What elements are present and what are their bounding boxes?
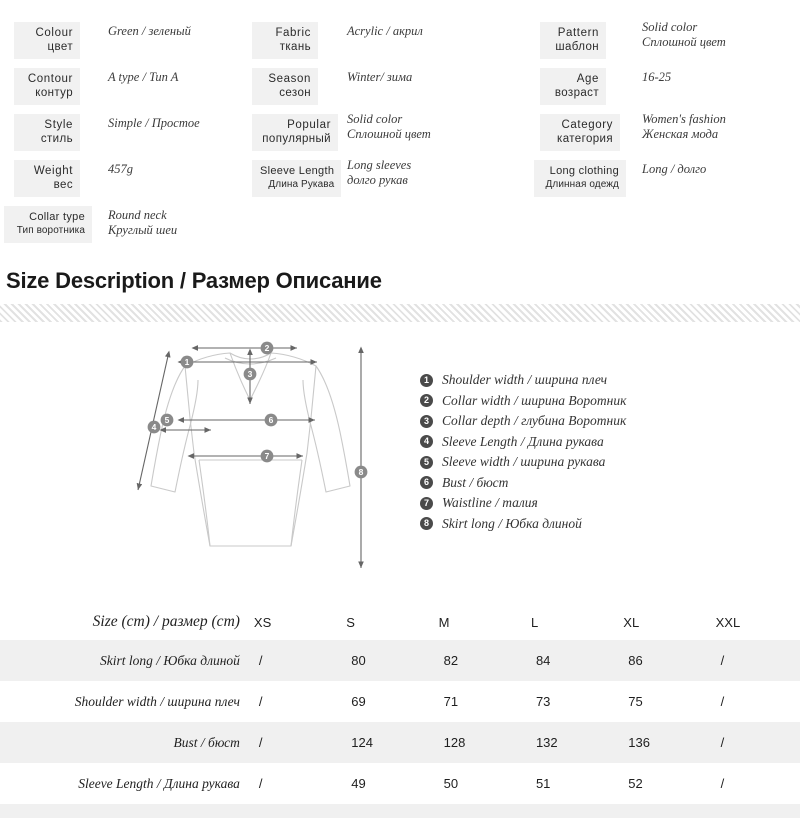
attribute-column-1 xyxy=(0,18,250,248)
attribute-value xyxy=(108,208,177,238)
diagram-marker-6 xyxy=(265,414,278,427)
attribute-value xyxy=(642,162,706,177)
cell-value: 84 xyxy=(535,653,551,668)
attribute-label-ru: шаблон xyxy=(555,41,599,53)
cell-value: 86 xyxy=(628,653,643,668)
attribute-value-line1: Winter/ зима xyxy=(347,70,413,84)
legend-item xyxy=(420,514,750,535)
diagram-marker-3 xyxy=(244,368,257,381)
attribute-row xyxy=(250,110,530,156)
attribute-value-line2: Сплошной цвет xyxy=(347,127,431,141)
attribute-value xyxy=(642,112,726,142)
attribute-label-chip xyxy=(540,22,606,59)
column-header-m: M xyxy=(438,614,450,630)
attribute-value-line1: Women's fashion xyxy=(642,112,726,126)
legend-item xyxy=(420,370,750,391)
legend-label: Waistline / талия xyxy=(442,495,538,511)
legend-item xyxy=(420,452,750,473)
partial-row-cell xyxy=(0,804,800,818)
size-diagram-area xyxy=(0,328,800,600)
attribute-label-chip xyxy=(252,68,318,105)
attribute-label-ru: стиль xyxy=(40,133,73,145)
attribute-label-ru: возраст xyxy=(554,87,599,99)
attribute-value-line1: Green / зеленый xyxy=(108,24,191,38)
hatched-divider xyxy=(0,304,800,322)
legend-item xyxy=(420,473,750,494)
attribute-value xyxy=(642,70,671,85)
cell-value: 52 xyxy=(628,776,643,791)
attribute-label-chip xyxy=(534,160,626,197)
attribute-label-chip xyxy=(540,114,620,151)
attribute-label-ru: ткань xyxy=(279,41,311,53)
attribute-label-chip xyxy=(252,22,318,59)
legend-number-badge: 7 xyxy=(420,497,433,510)
diagram-marker-1 xyxy=(181,356,194,369)
row-label: Bust / бюст xyxy=(173,734,240,750)
attribute-label-en: Popular xyxy=(287,119,331,131)
size-table-title: Size (cm) / размер (cm) xyxy=(92,613,240,630)
attribute-value xyxy=(108,162,133,177)
attribute-value-line1: Simple / Простое xyxy=(108,116,200,130)
cell-value: 50 xyxy=(443,776,459,791)
table-row xyxy=(0,722,800,763)
cell-value: 69 xyxy=(351,694,366,709)
attribute-value xyxy=(108,116,200,131)
attribute-label-chip xyxy=(14,68,80,105)
legend-item xyxy=(420,432,750,453)
attribute-value-line2: долго рукав xyxy=(347,173,408,187)
diagram-marker-4 xyxy=(148,421,161,434)
attribute-value xyxy=(642,20,726,50)
dress-measurement-diagram xyxy=(125,328,415,600)
svg-text:6: 6 xyxy=(268,415,274,425)
legend-number-badge: 6 xyxy=(420,476,433,489)
attribute-row xyxy=(0,18,250,64)
table-row xyxy=(0,640,800,681)
attribute-value-line1: A type / Tun A xyxy=(108,70,179,84)
attribute-label-en: Season xyxy=(268,73,311,85)
attribute-label-ru: Тип воротника xyxy=(16,225,85,236)
legend-item xyxy=(420,411,750,432)
cell-value: 82 xyxy=(443,653,459,668)
attribute-value-line1: Long / долго xyxy=(642,162,707,176)
attribute-label-en: Collar type xyxy=(29,211,85,223)
table-header-row xyxy=(0,604,800,640)
attribute-column-2 xyxy=(250,18,530,202)
size-chart-table xyxy=(0,604,800,818)
attribute-label-ru: Длинная одежд xyxy=(545,179,619,190)
attribute-row xyxy=(530,64,800,110)
attribute-label-ru: популярный xyxy=(262,133,331,145)
attribute-row xyxy=(250,64,530,110)
diagram-marker-7 xyxy=(261,450,274,463)
attribute-value-line1: Solid color xyxy=(347,112,403,126)
attribute-value-line1: 16-25 xyxy=(642,70,672,84)
diagram-marker-2 xyxy=(261,342,274,355)
attribute-label-chip xyxy=(14,160,80,197)
legend-label: Bust / бюст xyxy=(442,474,509,490)
legend-number-badge: 5 xyxy=(420,456,433,469)
attribute-row xyxy=(250,156,530,202)
cell-value: 124 xyxy=(351,735,373,750)
cell-value: 51 xyxy=(535,776,551,791)
svg-text:5: 5 xyxy=(164,415,170,425)
row-label: Sleeve Length / Длина рукава xyxy=(78,775,240,791)
attribute-label-en: Category xyxy=(561,119,613,131)
legend-number-badge: 8 xyxy=(420,517,433,530)
column-header-xxl: XXL xyxy=(715,614,741,630)
svg-text:4: 4 xyxy=(151,422,157,432)
attribute-value xyxy=(108,24,191,39)
attribute-label-ru: Длина Рукава xyxy=(268,179,335,190)
attribute-row xyxy=(0,64,250,110)
cell-value: 75 xyxy=(628,694,643,709)
product-attributes-block xyxy=(0,0,800,252)
cell-value: 80 xyxy=(351,653,366,668)
cell-value: / xyxy=(720,735,725,750)
legend-label: Shoulder width / ширина плеч xyxy=(442,372,608,388)
legend-number-badge: 4 xyxy=(420,435,433,448)
table-row-partial xyxy=(0,804,800,818)
attribute-value-line1: Round neck xyxy=(108,208,167,222)
legend-number-badge: 3 xyxy=(420,415,433,428)
measurement-arrows xyxy=(138,348,361,568)
cell-value: / xyxy=(258,653,263,668)
attribute-row xyxy=(0,202,250,248)
attribute-label-chip xyxy=(14,22,80,59)
attribute-value-line2: Сплошной цвет xyxy=(642,35,726,49)
diagram-marker-8 xyxy=(355,466,368,479)
attribute-label-en: Age xyxy=(576,73,599,85)
attribute-label-en: Colour xyxy=(35,27,73,39)
legend-label: Sleeve Length / Длина рукава xyxy=(442,433,604,449)
attribute-value-line2: Круглый шеи xyxy=(108,223,178,237)
legend-item xyxy=(420,391,750,412)
legend-number-badge: 2 xyxy=(420,394,433,407)
legend-label: Collar depth / глубина Воротник xyxy=(442,413,627,429)
attribute-value xyxy=(108,70,178,85)
legend-label: Sleeve width / ширина рукава xyxy=(442,454,606,470)
attribute-row xyxy=(0,110,250,156)
cell-value: 49 xyxy=(351,776,366,791)
attribute-value xyxy=(347,158,411,188)
attribute-label-chip xyxy=(540,68,606,105)
attribute-row xyxy=(530,110,800,156)
attribute-label-chip xyxy=(252,114,338,151)
svg-text:8: 8 xyxy=(358,467,364,477)
cell-value: / xyxy=(720,694,725,709)
cell-value: 132 xyxy=(535,735,558,750)
attribute-value xyxy=(347,70,412,85)
column-header-xl: XL xyxy=(623,614,640,630)
attribute-value xyxy=(347,24,423,39)
page-title: Size Description / Размер Описание xyxy=(6,268,382,293)
table-row xyxy=(0,681,800,722)
attribute-value-line1: 457g xyxy=(108,162,133,176)
attribute-label-ru: категория xyxy=(557,133,613,145)
attribute-label-en: Style xyxy=(44,119,73,131)
attribute-row xyxy=(0,156,250,202)
legend-item xyxy=(420,493,750,514)
legend-label: Collar width / ширина Воротник xyxy=(442,392,627,408)
cell-value: / xyxy=(258,694,263,709)
attribute-column-3 xyxy=(530,18,800,202)
legend-number-badge: 1 xyxy=(420,374,433,387)
attribute-value-line1: Acrylic / акрил xyxy=(347,24,423,38)
attribute-row xyxy=(530,156,800,202)
measurement-legend xyxy=(420,370,750,534)
table-row xyxy=(0,763,800,804)
cell-value: / xyxy=(258,776,263,791)
svg-text:3: 3 xyxy=(247,369,253,379)
attribute-label-en: Long clothing xyxy=(549,165,619,177)
attribute-label-chip xyxy=(252,160,341,197)
attribute-label-chip xyxy=(4,206,92,243)
cell-value: / xyxy=(720,776,725,791)
attribute-value-line1: Solid color xyxy=(642,20,698,34)
attribute-label-ru: вес xyxy=(53,179,73,191)
attribute-label-en: Pattern xyxy=(557,27,599,39)
column-header-s: S xyxy=(346,614,355,630)
row-label: Skirt long / Юбка длиной xyxy=(100,652,240,668)
attribute-row xyxy=(250,18,530,64)
svg-text:1: 1 xyxy=(184,357,190,367)
attribute-value-line1: Long sleeves xyxy=(347,158,412,172)
cell-value: / xyxy=(258,735,263,750)
cell-value: 73 xyxy=(535,694,551,709)
attribute-label-en: Weight xyxy=(33,165,73,177)
legend-label: Skirt long / Юбка длиной xyxy=(442,515,582,531)
attribute-value-line2: Женская мода xyxy=(642,127,719,141)
cell-value: 128 xyxy=(443,735,466,750)
svg-text:2: 2 xyxy=(264,343,270,353)
attribute-label-ru: цвет xyxy=(47,41,73,53)
row-label: Shoulder width / ширина плеч xyxy=(74,693,240,709)
attribute-row xyxy=(530,18,800,64)
attribute-label-en: Contour xyxy=(27,73,73,85)
column-header-xs: XS xyxy=(253,614,272,630)
cell-value: / xyxy=(720,653,725,668)
attribute-value xyxy=(347,112,431,142)
cell-value: 136 xyxy=(628,735,650,750)
cell-value: 71 xyxy=(443,694,459,709)
attribute-label-ru: контур xyxy=(35,87,73,99)
attribute-label-en: Sleeve Length xyxy=(260,165,335,177)
diagram-marker-5 xyxy=(161,414,174,427)
attribute-label-en: Fabric xyxy=(275,27,311,39)
svg-text:7: 7 xyxy=(264,451,270,461)
attribute-label-chip xyxy=(14,114,80,151)
attribute-label-ru: сезон xyxy=(279,87,311,99)
column-header-l: L xyxy=(530,614,539,630)
